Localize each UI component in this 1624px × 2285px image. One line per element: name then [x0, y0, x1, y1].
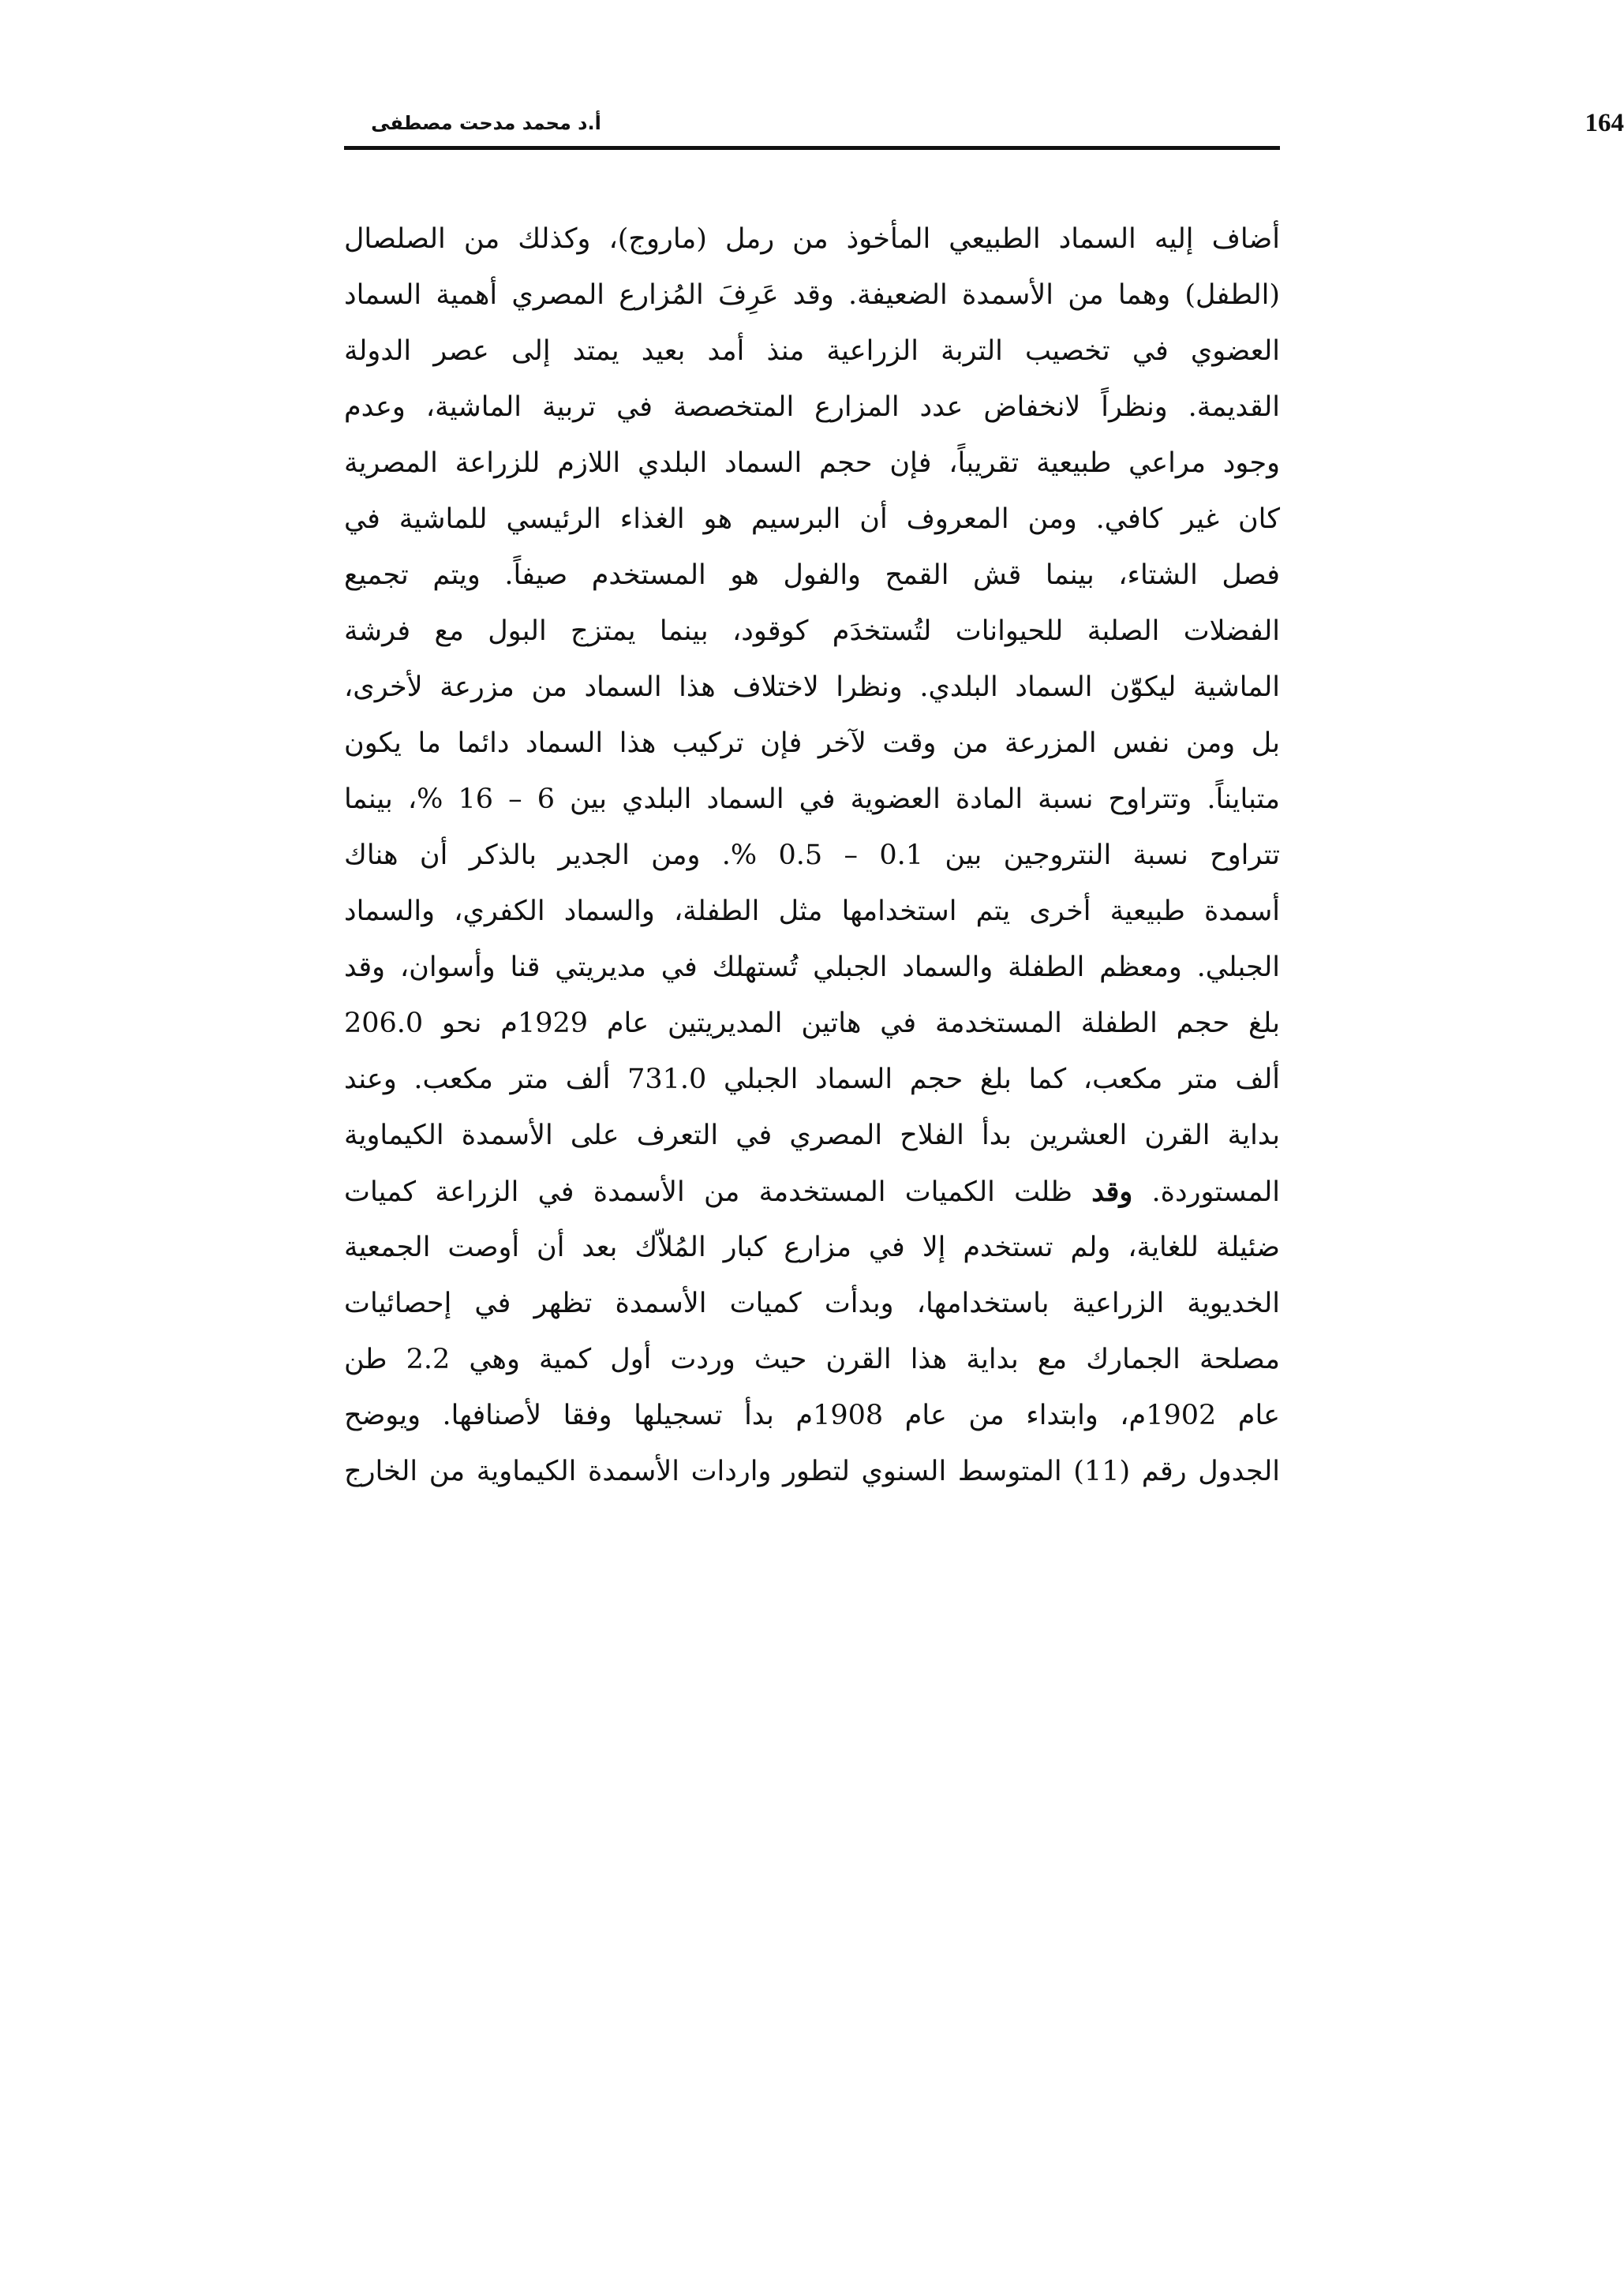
text-line: كان غير كافي. ومن المعروف أن البرسيم هو الغذاء الرئيسي للماشية في [344, 503, 1280, 535]
text-line: القديمة. ونظراً لانخفاض عدد المزارع المتخصصة في تربية الماشية، وعدم [344, 391, 1280, 423]
text-line: الفضلات الصلبة للحيوانات لتُستخدَم كوقود، بينما يمتزج البول مع فرشة [344, 615, 1280, 647]
text-line: أسمدة طبيعية أخرى يتم استخدامها مثل الطفلة، والسماد الكفري، والسماد [344, 896, 1280, 927]
text-line: الجدول رقم (11) المتوسط السنوي لتطور واردات الأسمدة الكيماوية من الخارج [344, 1456, 1280, 1487]
text-line-mixed [344, 1164, 1280, 1220]
text-line: الماشية ليكوّن السماد البلدي. ونظرا لاختلاف هذا السماد من مزرعة لأخرى، [344, 671, 1280, 703]
text-line: متبايناً. وتتراوح نسبة المادة العضوية في السماد البلدي بين 6 – 16 %، بينما [344, 783, 1280, 815]
text-line: تتراوح نسبة النتروجين بين 0.1 – 0.5 %. ومن الجدير بالذكر أن هناك [344, 840, 1280, 871]
text-line: بل ومن نفس المزرعة من وقت لآخر فإن تركيب هذا السماد دائما ما يكون [344, 727, 1280, 759]
text-line: بلغ حجم الطفلة المستخدمة في هاتين المديريتين عام 1929م نحو 206.0 [344, 1008, 1280, 1039]
text-line: فصل الشتاء، بينما قش القمح والفول هو المستخدم صيفاً. ويتم تجميع [344, 559, 1280, 591]
text-line: ألف متر مكعب، كما بلغ حجم السماد الجبلي 731.0 ألف متر مكعب. وعند [344, 1064, 1280, 1095]
page-header [344, 101, 1624, 148]
text-line: الخديوية الزراعية باستخدامها، وبدأت كميات الأسمدة تظهر في إحصائيات [344, 1288, 1280, 1319]
bold-word: وقد [1091, 1176, 1133, 1208]
body-paragraph [344, 211, 1280, 1500]
text-line: بداية القرن العشرين بدأ الفلاح المصري في التعرف على الأسمدة الكيماوية [344, 1120, 1280, 1151]
text-line: وجود مراعي طبيعية تقريباً، فإن حجم السماد البلدي اللازم للزراعة المصرية [344, 447, 1280, 479]
text-line: عام 1902م، وابتداء من عام 1908م بدأ تسجيلها وفقا لأصنافها. ويوضح [344, 1400, 1281, 1431]
text-line: أضاف إليه السماد الطبيعي المأخوذ من رمل (ماروج)، وكذلك من الصلصال [344, 223, 1280, 255]
text-segment: المستوردة. [1151, 1176, 1280, 1208]
text-line: ضئيلة للغاية، ولم تستخدم إلا في مزارع كبار المُلاّك بعد أن أوصت الجمعية [344, 1232, 1280, 1263]
header-divider [344, 146, 1280, 150]
text-segment: ظلت الكميات المستخدمة من الأسمدة في الزراعة كميات [344, 1176, 1072, 1208]
text-line: الجبلي. ومعظم الطفلة والسماد الجبلي تُستهلك في مديريتي قنا وأسوان، وقد [344, 952, 1280, 983]
text-line: (الطفل) وهما من الأسمدة الضعيفة. وقد عَرِفَ المُزارع المصري أهمية السماد [344, 279, 1280, 311]
text-line: مصلحة الجمارك مع بداية هذا القرن حيث وردت أول كمية وهي 2.2 طن [344, 1344, 1280, 1375]
running-header-author: أ.د محمد مدحت مصطفى [371, 112, 601, 134]
page-number: 164 [1585, 109, 1624, 137]
text-line: العضوي في تخصيب التربة الزراعية منذ أمد بعيد يمتد إلى عصر الدولة [344, 335, 1280, 367]
